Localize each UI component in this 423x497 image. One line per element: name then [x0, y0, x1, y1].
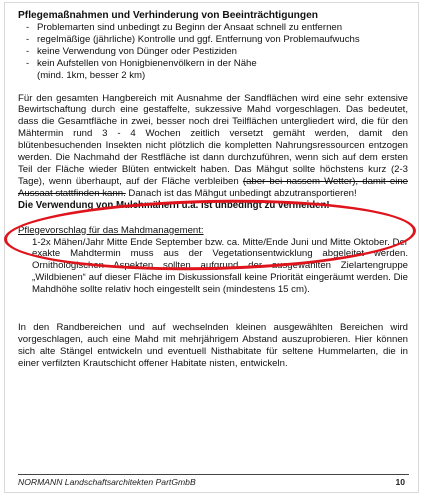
measure-distance-note: (mind. 1km, besser 2 km) — [37, 69, 146, 81]
dash-bullet: - — [26, 57, 30, 69]
mowing-proposal: 1-2x Mähen/Jahr Mitte Ende September bzw. ca. Mitte/Ende Juni und Mitte Oktober. Der exakte Mahdtermin muss aus der Vegetationsentwicklung abgeleitet werden. Ornithologischen Aspekten sollten aufgrund der ausgewählten Zielartengruppe „Wildbienen“ auf dieser Fläche im Diskussionsfall keine Priorität eingeräumt werden. Die Mahdhöhe sollte relativ hoch eingestellt sein (mindestens 15 cm). — [32, 236, 408, 296]
measures-list — [18, 22, 408, 70]
paragraph-slope-management — [18, 93, 408, 200]
dash-bullet: - — [26, 22, 30, 33]
mowing-heading: Pflegevorschlag für das Mahdmanagement: — [18, 224, 204, 236]
dash-bullet: - — [26, 45, 30, 57]
measure-text: Problemarten sind unbedingt zu Beginn der Ansaat schnell zu entfernen — [37, 22, 343, 33]
dash-bullet: - — [26, 33, 30, 45]
measure-text: kein Aufstellen von Honigbienenvölkern in der Nähe — [37, 57, 257, 69]
footer-divider — [18, 474, 409, 475]
measure-item — [26, 34, 408, 46]
document-content — [18, 10, 408, 370]
paragraph-edge-areas: In den Randbereichen und auf wechselnden kleinen ausgewählten Bereichen wird vorgeschlagen, auch eine Mahd mit mehrjährigem Abstand auszuprobieren. Hier können sich alte Stängel entwickeln und eventuell Nisthabitate für seltene Hummelarten, die in einer verfilzten Krautschicht offener Habitate nisten, entwickeln. — [18, 322, 408, 369]
measure-text: regelmäßige (jährliche) Kontrolle und ggf. Entfernung von Problemaufwuchs — [37, 33, 360, 45]
cuttings-sentence: Das Mähgut sollte höchstens kurz (2-3 Tage), wenn überhaupt, auf der Fläche verbleiben — [18, 163, 409, 187]
measure-item — [26, 22, 408, 34]
paragraph-slope-text: Für den gesamten Hangbereich mit Ausnahme der Sandflächen wird eine sehr extensive Bewirtschaftung durch eine gestaffelte, sukzessive Mahd vorgeschlagen. Das bedeutet, dass die Gesamtfläche in zwei, besser noch drei Teilflächen untergliedert wird, die für den Mähtermin rund 3 - 4 Wochen zeitlich versetzt gemäht werden, damit den blütenbesuchenden Insekten nicht plötzlich die kompletten Nahrungsressourcen entzogen werden. Die Nachmahd der Restfläche ist dann durchzuführen, wenn sich auf dem ersten Teil der Fläche wieder Blüten entwickelt haben. — [18, 92, 408, 175]
mulcher-warning: Die Verwendung von Mulchmähern u.ä. ist unbedingt zu vermeiden! — [18, 199, 330, 211]
section-heading: Pflegemaßnahmen und Verhinderung von Beeinträchtigungen — [18, 10, 318, 21]
measure-item — [26, 58, 408, 70]
page-number: 10 — [395, 477, 405, 487]
cuttings-removal-sentence: Danach ist das Mähgut unbedingt abzutransportieren! — [128, 187, 357, 199]
measure-item — [26, 46, 408, 58]
struck-through-text: (aber bei nassem Wetter), damit eine Aussaat stattfinden kann. — [18, 175, 409, 199]
footer-company: NORMANN Landschaftsarchitekten PartGmbB — [18, 477, 196, 487]
measure-text: keine Verwendung von Dünger oder Pestiziden — [37, 45, 238, 57]
